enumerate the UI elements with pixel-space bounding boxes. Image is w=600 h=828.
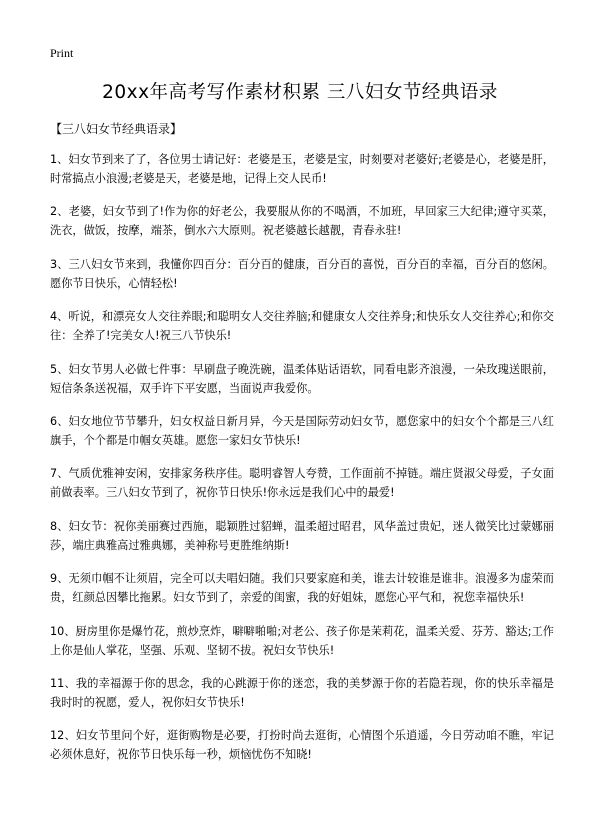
list-item: 12、妇女节里问个好，逛街购物是必要，打扮时尚去逛街，心情图个乐逍遥，今日劳动咱不瞧，牢记必须休息好，祝你节日快乐每一秒，烦恼忧伤不知晓!: [50, 729, 554, 762]
list-item: 2、老婆，妇女节到了!作为你的好老公，我要服从你的不喝酒，不加班，早回家三大纪律;遵守买菜，洗衣，做饭，按摩，端茶，倒水六大原则。祝老婆越长越靓，青春永驻!: [50, 205, 554, 238]
list-item: 7、气质优雅神安闲，安排家务秩序佳。聪明睿智人夸赞，工作面前不掉链。端庄贤淑父母爱，子女面前做表率。三八妇女节到了，祝你节日快乐!你永远是我们心中的最爱!: [50, 467, 554, 500]
list-item: 10、厨房里你是爆竹花，煎炒烹炸，噼噼啪啪;对老公、孩子你是茉莉花，温柔关爱、芬芳、豁达;工作上你是仙人掌花，坚强、乐观、坚韧不拔。祝妇女节快乐!: [50, 624, 554, 657]
list-item: 4、听说，和漂亮女人交往养眼;和聪明女人交往养脑;和健康女人交往养身;和快乐女人交往养心;和你交往：全养了!完美女人!祝三八节快乐!: [50, 310, 554, 343]
quote-list: [50, 150, 554, 779]
list-item: 11、我的幸福源于你的思念，我的心跳源于你的迷恋，我的美梦源于你的若隐若现，你的快乐幸福是我时时的祝愿，爱人，祝你妇女节快乐!: [50, 676, 554, 709]
list-item: 5、妇女节男人必做七件事：早刷盘子晚洗碗，温柔体贴话语软，同看电影齐浪漫，一朵玫瑰送眼前，短信条条送祝福，双手许下平安愿，当面说声我爱你。: [50, 362, 554, 395]
list-item: 8、妇女节：祝你美丽赛过西施，聪颖胜过貂蝉，温柔超过昭君，风华盖过贵妃，迷人微笑比过蒙娜丽莎，端庄典雅高过雅典娜，美神称号更胜维纳斯!: [50, 519, 554, 552]
list-item: 9、无须巾帼不让须眉，完全可以夫唱妇随。我们只要家庭和美，谁去计较谁是谁非。浪漫多为虚荣而贵，红颜总因攀比拖累。妇女节到了，亲爱的闺蜜，我的好姐妹，愿您心平气和，祝您幸福快乐!: [50, 572, 554, 605]
list-item: 6、妇女地位节节攀升，妇女权益日新月异，今天是国际劳动妇女节，愿您家中的妇女个个都是三八红旗手，个个都是巾帼女英雄。愿您一家妇女节快乐!: [50, 414, 554, 447]
page-title: 20xx年高考写作素材积累 三八妇女节经典语录: [102, 82, 498, 103]
list-item: 1、妇女节到来了了，各位男士请记好：老婆是玉，老婆是宝，时刻要对老婆好;老婆是心，老婆是肝，时常搞点小浪漫;老婆是天，老婆是地，记得上交人民币!: [50, 153, 554, 185]
print-label[interactable]: Print: [50, 46, 74, 60]
list-item: 3、三八妇女节来到，我懂你四百分：百分百的健康，百分百的喜悦，百分百的幸福，百分百的悠闲。愿你节日快乐，心情轻松!: [50, 257, 554, 290]
section-heading: 【三八妇女节经典语录】: [50, 122, 183, 136]
